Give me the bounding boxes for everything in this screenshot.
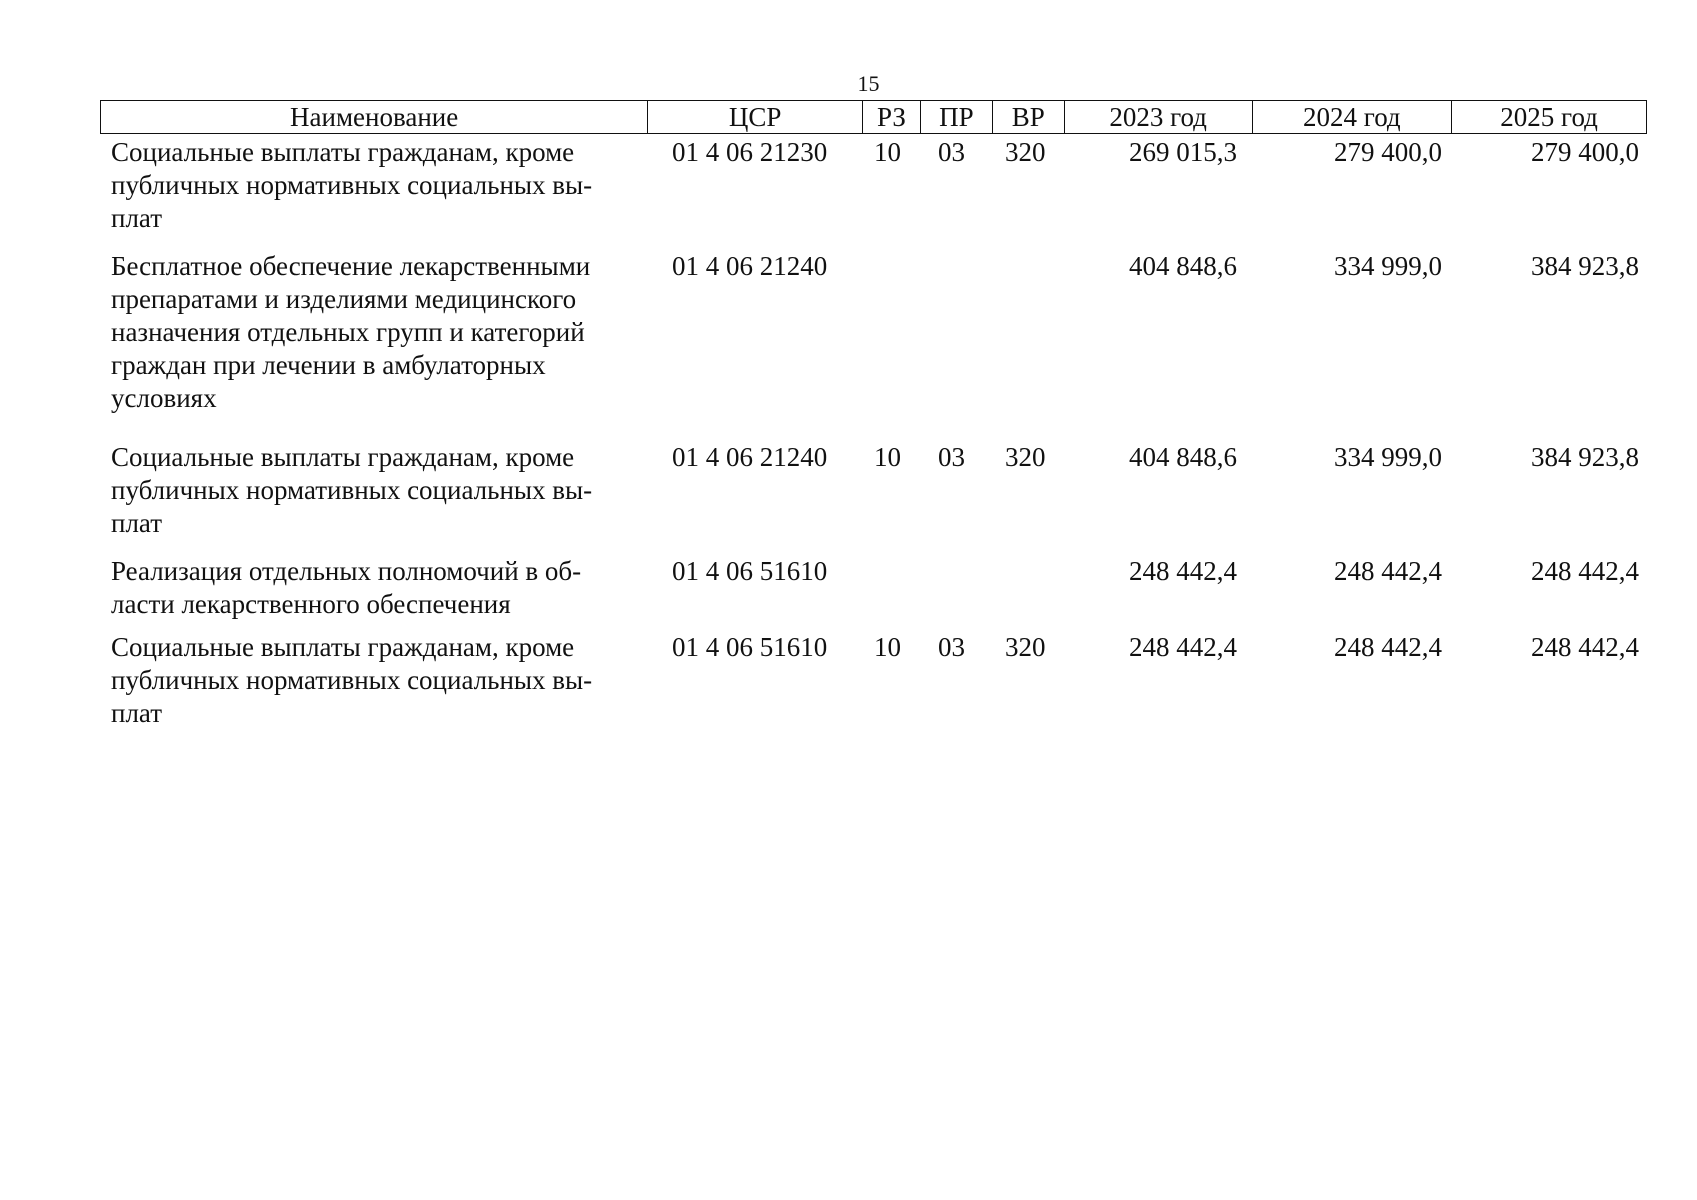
row-name [111,250,641,415]
header-2023: 2023 год [1065,101,1253,133]
row-csr: 01 4 06 21240 [672,251,828,281]
row-2023: 404 848,6 [1129,251,1237,281]
row-pr: 03 [938,632,965,662]
row-2025: 384 923,8 [1531,442,1639,472]
row-csr: 01 4 06 51610 [672,556,828,586]
row-name-line: Социальные выплаты гражданам, кроме [111,632,575,662]
row-name [111,631,641,730]
row-name-line: препаратами и изделиями медицинского [111,284,577,314]
row-name [111,136,641,235]
row-rz: 10 [874,442,901,472]
header-2024: 2024 год [1253,101,1453,133]
row-2024: 334 999,0 [1334,442,1442,472]
row-name [111,555,641,621]
header-rz: РЗ [863,101,921,133]
header-name: Наименование [101,101,648,133]
row-name-line: Реализация отдельных полномочий в об- [111,556,582,586]
row-name-line: граждан при лечении в амбулаторных [111,350,546,380]
row-name-line: Социальные выплаты гражданам, кроме [111,442,575,472]
row-2024: 279 400,0 [1334,137,1442,167]
row-name-line: публичных нормативных социальных вы- [111,170,593,200]
page-number: 15 [857,71,880,96]
row-name-line: условиях [111,383,217,413]
row-name-line: плат [111,698,163,728]
row-2025: 248 442,4 [1531,632,1639,662]
row-name [111,441,641,540]
header-pr: ПР [921,101,993,133]
table-header [100,100,1647,134]
row-name-line: публичных нормативных социальных вы- [111,475,593,505]
row-vr: 320 [1005,442,1046,472]
row-pr: 03 [938,137,965,167]
row-2024: 334 999,0 [1334,251,1442,281]
row-csr: 01 4 06 21230 [672,137,828,167]
row-2024: 248 442,4 [1334,632,1442,662]
row-csr: 01 4 06 51610 [672,632,828,662]
row-rz: 10 [874,632,901,662]
row-name-line: ласти лекарственного обеспечения [111,589,511,619]
row-name-line: Бесплатное обеспечение лекарственными [111,251,591,281]
row-csr: 01 4 06 21240 [672,442,828,472]
row-rz: 10 [874,137,901,167]
row-pr: 03 [938,442,965,472]
row-2023: 248 442,4 [1129,632,1237,662]
header-csr: ЦСР [648,101,863,133]
row-2023: 248 442,4 [1129,556,1237,586]
row-2025: 248 442,4 [1531,556,1639,586]
row-name-line: публичных нормативных социальных вы- [111,665,593,695]
row-2025: 384 923,8 [1531,251,1639,281]
row-2024: 248 442,4 [1334,556,1442,586]
row-name-line: назначения отдельных групп и категорий [111,317,585,347]
row-2023: 269 015,3 [1129,137,1237,167]
row-name-line: плат [111,508,163,538]
row-vr: 320 [1005,632,1046,662]
header-vr: ВР [993,101,1065,133]
row-2023: 404 848,6 [1129,442,1237,472]
row-name-line: Социальные выплаты гражданам, кроме [111,137,575,167]
row-name-line: плат [111,203,163,233]
header-2025: 2025 год [1500,102,1598,132]
row-2025: 279 400,0 [1531,137,1639,167]
row-vr: 320 [1005,137,1046,167]
